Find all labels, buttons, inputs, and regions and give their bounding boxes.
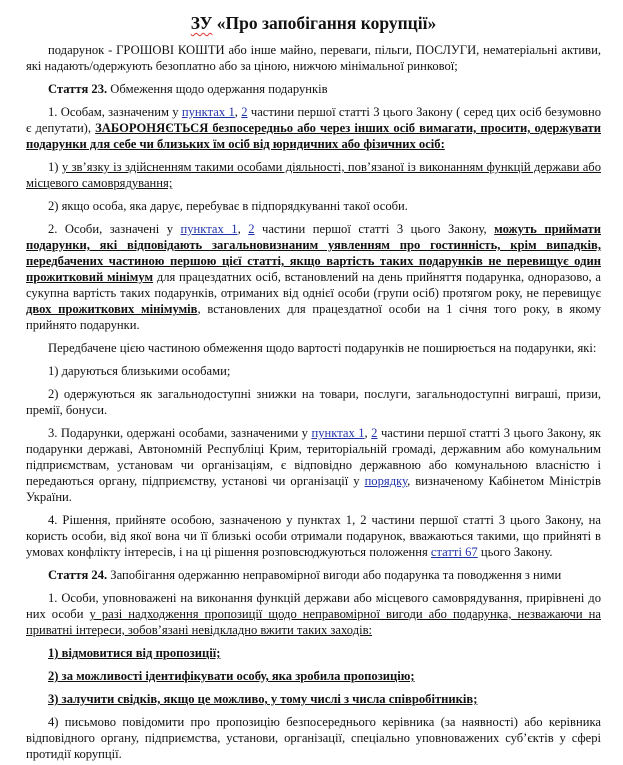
article-23-item-1 (26, 159, 601, 191)
article-23-part-4 (26, 512, 601, 560)
text-run: , встановлених для працездатної особи на 1 січня того року, в якому прийнято подарунки. (26, 302, 601, 332)
text-run: 1. Особам, зазначеним у (48, 105, 182, 119)
text-run: 1) (48, 160, 62, 174)
article-24-part-1 (26, 590, 601, 638)
article-23-part-3 (26, 425, 601, 505)
permission-text: можуть приймати подарунки, які відповідають загальновизнаним уявленням про гостинність, крім випадків, передбачених частиною першою цієї статті, якщо вартість таких подарунків не перевищує один прожитковий мінімум (26, 222, 601, 284)
link-item-2[interactable]: 2 (371, 426, 378, 440)
prohibition-text: ЗАБОРОНЯЄТЬСЯ безпосередньо або через інших осіб вимагати, просити, одержувати подарунки для себе чи близьких їм осіб від юридичних або фізичних осіб: (26, 121, 601, 151)
exception-intro: Передбачене цією частиною обмеження щодо вартості подарунків не поширюється на подарунки, які: (48, 341, 597, 355)
link-order[interactable]: порядку (364, 474, 408, 488)
text-run: 1. Особи, уповноважені на виконання функцій держави або місцевого самоврядування, прирівнені до них особи (26, 591, 601, 621)
exception-item-2: 2) одержуються як загальнодоступні знижки на товари, послуги, загальнодоступні виграші, призи, премії, бонуси. (26, 387, 601, 417)
text-run: частини першої статті 3 цього Закону, (254, 222, 495, 236)
article-24-heading (26, 567, 601, 583)
link-item-2[interactable]: 2 (248, 222, 255, 236)
article-23-heading (26, 81, 601, 97)
text-run: , визначеному Кабінетом Міністрів України. (26, 474, 601, 504)
text-run: для працездатних осіб, встановлений на день прийняття подарунка, одноразово, а сукупна вартість таких подарунків, отриманих від однієї особи (групи осіб) протягом року, не перевищує (26, 270, 601, 300)
text-run: , (364, 426, 372, 440)
link-item-1[interactable]: пунктах 1 (311, 426, 365, 440)
article-23-part-2 (26, 221, 601, 333)
text-run: 4. Рішення, прийняте особою, зазначеною у пунктах 1, 2 частини першої статті 3 цього Закону, на користь особи, від якої вона чи її близькі особи отримали подарунок, вважаються такими, що прийняті в умовах конфлікту інтересів, і на ці рішення розповсюджуються положення (26, 513, 601, 559)
text-run: частини першої статті 3 цього Закону, як подарунки державі, Автономній Республіці Крим, територіальній громаді, державним або комунальним підприємствам, установам чи організаціям, є відповідно державною або комунальною власністю і передаються органу, підприємству, установі чи організації у (26, 426, 601, 488)
measure-item-4: 4) письмово повідомити про пропозицію безпосереднього керівника (за наявності) або керівника відповідного органу, підприємства, установи, організації, спеціально уповноважених суб’єктів у сфері протидії корупції. (26, 715, 601, 761)
article-number: Стаття 24. (48, 568, 108, 582)
document-title (26, 12, 601, 34)
text-run: 3. Подарунки, одержані особами, зазначеними у (48, 426, 312, 440)
title-text: «Про запобігання корупції» (212, 13, 437, 33)
gift-definition: подарунок - ГРОШОВІ КОШТИ або інше майно, переваги, пільги, ПОСЛУГИ, нематеріальні активи, які надають/одержують безоплатно або за ціною, нижчою мінімальної ринкової; (26, 43, 601, 73)
article-title: Запобігання одержанню неправомірної вигоди або подарунка та поводження з ними (107, 568, 562, 582)
title-abbrev: ЗУ (190, 13, 213, 33)
article-23-item-2: 2) якщо особа, яка дарує, перебуває в підпорядкуванні такої особи. (48, 199, 408, 213)
text-run: цього Закону. (477, 545, 553, 559)
link-item-2[interactable]: 2 (241, 105, 248, 119)
underlined-text: у разі надходження пропозиції щодо неправомірної вигоди або подарунка, незважаючи на приватні інтереси, зобов’язані невідкладно вжити таких заходів: (26, 607, 601, 637)
article-title: Обмеження щодо одержання подарунків (107, 82, 328, 96)
measure-item-3: 3) залучити свідків, якщо це можливо, у тому числі з числа співробітників; (48, 692, 478, 706)
text-run: , (237, 222, 249, 236)
link-item-1[interactable]: пунктах 1 (180, 222, 238, 236)
measure-item-2: 2) за можливості ідентифікувати особу, яка зробила пропозицію; (48, 669, 415, 683)
limit-text: двох прожиткових мінімумів (26, 302, 198, 316)
link-article-67[interactable]: статті 67 (430, 545, 478, 559)
exception-item-1: 1) даруються близькими особами; (48, 364, 231, 378)
article-number: Стаття 23. (48, 82, 108, 96)
text-run: 2. Особи, зазначені у (48, 222, 181, 236)
article-23-part-1 (26, 104, 601, 152)
measure-item-1: 1) відмовитися від пропозиції; (48, 646, 221, 660)
link-item-1[interactable]: пунктах 1 (181, 105, 235, 119)
underlined-text: у зв’язку із здійсненням такими особами діяльності, пов’язаної із виконанням функцій держави або місцевого самоврядування; (26, 160, 601, 190)
text-run: , (234, 105, 242, 119)
text-run: частини першої статті 3 цього Закону ( серед цих осіб безумовно є депутати), (26, 105, 602, 135)
